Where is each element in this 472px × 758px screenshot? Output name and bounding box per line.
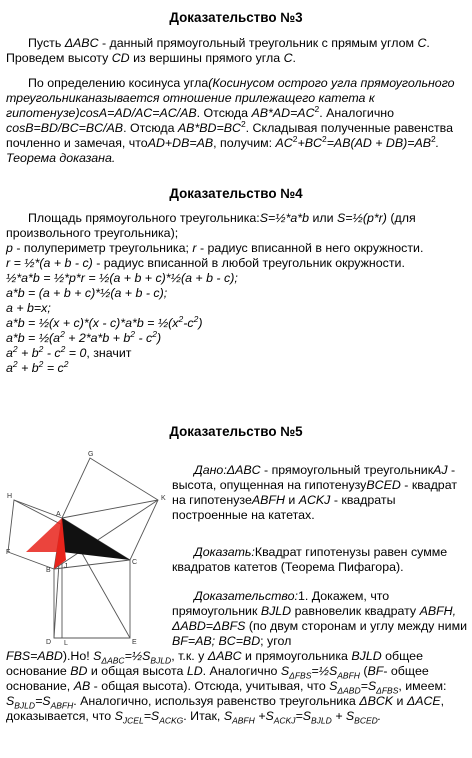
proof5-title: Доказательство №5 [169, 424, 303, 439]
proof5-proof-start: Доказательство:1. Докажем, что прямоугольник BJLD равновелик квадрату ABFH, ΔABD=ΔBFS (по двум сторонам и углу между ними BF=AB; BC=BD; угол [172, 589, 468, 649]
proof5-proof-rest: FBS=ABD).Но! $S_{\Delta ABC}=\frac{1}{2}S_{BJLD}$, т.к. у ΔABC и прямоугольника BJLD общее основание BD и общая высота LD. Аналогично $S_{\Delta FBS}=\frac{1}{2}S_{ABFH}$ (BF- общее основание, AB - общая высота). Отсюда, учитывая, что $S_{\Delta ABD}=S_{\Delta FBS}$, имеем: $S_{BJLD}=S_{ABFH}$. Аналогично, используя равенство треугольника ΔBCK и ΔACE, доказывается, что $S_{JCEL}=S_{ACKG}$. Итак, $S_{ABFH} +S_{ACKJ}=S_{BJLD} + S_{BCED}$. [6, 649, 447, 726]
label-k: K [161, 495, 166, 502]
proof5-given: Дано:ΔABC - прямоугольный треугольникAJ - высота, опущенная на гипотенузуBCED - квадрат на гипотенузеABFH и ACKJ - квадраты построенные на катетах. [172, 463, 457, 523]
label-j: J [64, 563, 68, 570]
red-triangle-2 [26, 518, 62, 552]
line-ak [62, 500, 158, 518]
proof3-paragraph2: По определению косинуса угла(Косинусом острого угла прямоугольного треугольниканазывается отношение прилежащего катета к гипотенузе)cosA=AD/AC=AC/AB. Отсюда $AB*AD=AC^2$. Аналогично cosB=BD/BC=BC/AB. Отсюда $AB*BD=BC^2$. Складывая полученные равенства почленно и замечая, чтоAD+DB=AB, получим: $AC^2+BC^2=AB(AD + DB)=AB^2$. Теорема доказана. [6, 76, 455, 165]
proof4-body: Площадь прямоугольного треугольника:S=½*a*b или S=½(p*r) (для произвольного треугольника); p - полупериметр треугольника; r - радиус вписанной в него окружности. r = ½*(a + b - c) - радиус вписанной в любой треугольник окружности. ½*a*b = ½*p*r = ½(a + b + c)*½(a + b - c); a*b = (a + b + c)*½(a + b - c); a + b=x; a*b = ½(x + $c)*(x - c)*a*b = \frac{1}{2}(x^2-c^2)$ $a*b = \frac{1}{2}(a^2 + 2*a*b + b^2 - c^2)$ $a^2 + b^2 - c^2 = 0$, значит $a^2 + b^2 = c^2$ [6, 211, 424, 375]
label-c: C [132, 559, 138, 566]
label-h: H [7, 493, 13, 500]
label-d: D [46, 639, 52, 646]
label-g: G [88, 451, 94, 458]
proof4-title: Доказательство №4 [169, 186, 303, 201]
label-l: L [64, 640, 68, 647]
label-a: A [56, 511, 61, 518]
label-f: F [6, 549, 11, 556]
label-b: B [46, 567, 51, 574]
pythagoras-figure [6, 448, 176, 648]
proof3-paragraph1: Пусть ΔABC - данный прямоугольный треугольник с прямым углом C. Проведем высоту CD из вершины прямого угла C. [6, 36, 430, 65]
proof5-goal: Доказать:Квадрат гипотенузы равен сумме квадратов катетов (Теорема Пифагора). [172, 545, 448, 575]
proof3-title: Доказательство №3 [169, 10, 303, 25]
label-e: E [132, 639, 137, 646]
